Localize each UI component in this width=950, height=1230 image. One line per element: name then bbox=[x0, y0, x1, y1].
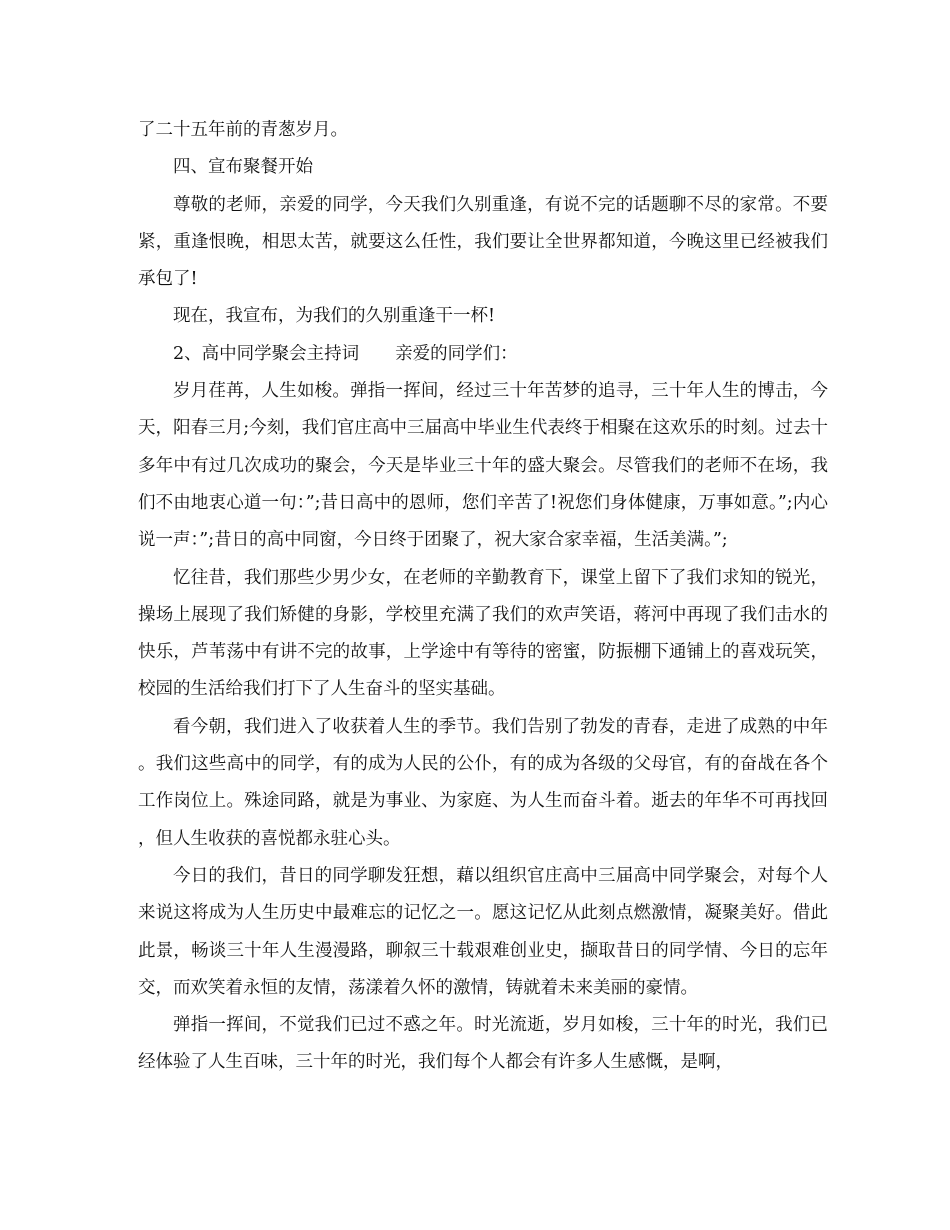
host-speech-title: 2、高中同学聚会主持词 bbox=[173, 343, 360, 364]
paragraph-time-flies: 弹指一挥间，不觉我们已过不惑之年。时光流逝，岁月如梭，三十年的时光，我们已经体验了人生百味，三十年的时光，我们每个人都会有许多人生感慨，是啊， bbox=[138, 1015, 828, 1073]
section-heading-announce-dinner: 四、宣布聚餐开始 bbox=[173, 157, 313, 178]
paragraph-recall-past: 忆往昔，我们那些少男少女，在老师的辛勤教育下，课堂上留下了我们求知的锐光，操场上展现了我们矫健的身影，学校里充满了我们的欢声笑语，蒋河中再现了我们击水的快乐，芦苇荡中有讲不完的故事，上学途中有等待的密蜜，防振棚下通铺上的喜戏玩笑，校园的生活给我们打下了人生奋斗的坚实基础。 bbox=[138, 567, 828, 700]
paragraph-welcome: 尊敬的老师，亲爱的同学，今天我们久别重逢，有说不完的话题聊不尽的家常。不要紧，重逢恨晚，相思太苦，就要这么任性，我们要让全世界都知道，今晚这里已经被我们承包了! bbox=[138, 194, 828, 290]
paragraph-years-passed: 岁月荏苒，人生如梭。弹指一挥间，经过三十年苦梦的追寻，三十年人生的博击，今天，阳春三月;今刻，我们官庄高中三届高中毕业生代表终于相聚在这欢乐的时刻。过去十多年中有过几次成功的聚会，今天是毕业三十年的盛大聚会。尽管我们的老师不在场，我们不由地衷心道一句：”;昔日高中的恩师，您们辛苦了!祝您们身体健康，万事如意。”;内心说一声：”;昔日的高中同窗，今日终于团聚了，祝大家合家幸福，生活美满。”; bbox=[138, 381, 828, 551]
paragraph-look-today: 看今朝，我们进入了收获着人生的季节。我们告别了勃发的青春，走进了成熟的中年。我们这些高中的同学，有的成为人民的公仆，有的成为各级的父母官，有的奋战在各个工作岗位上。殊途同路，就是为事业、为家庭、为人生而奋斗着。逝去的年华不可再找回，但人生收获的喜悦都永驻心头。 bbox=[138, 716, 828, 849]
section-heading-host-speech bbox=[138, 336, 828, 373]
paragraph-today-we: 今日的我们，昔日的同学聊发狂想，藉以组织官庄高中三届高中同学聚会，对每个人来说这将成为人生历史中最难忘的记忆之一。愿这记忆从此刻点燃激情，凝聚美好。借此此景，畅谈三十年人生漫漫路，聊叙三十载艰难创业史，撷取昔日的同学情、今日的忘年交，而欢笑着永恒的友情，荡漾着久怀的激情，铸就着未来美丽的豪情。 bbox=[138, 865, 828, 998]
document-body bbox=[138, 112, 828, 1082]
paragraph-toast: 现在，我宣布，为我们的久别重逢干一杯! bbox=[173, 306, 496, 327]
host-speech-greeting: 亲爱的同学们： bbox=[395, 343, 518, 364]
paragraph-continuation: 了二十五年前的青葱岁月。 bbox=[138, 120, 348, 140]
